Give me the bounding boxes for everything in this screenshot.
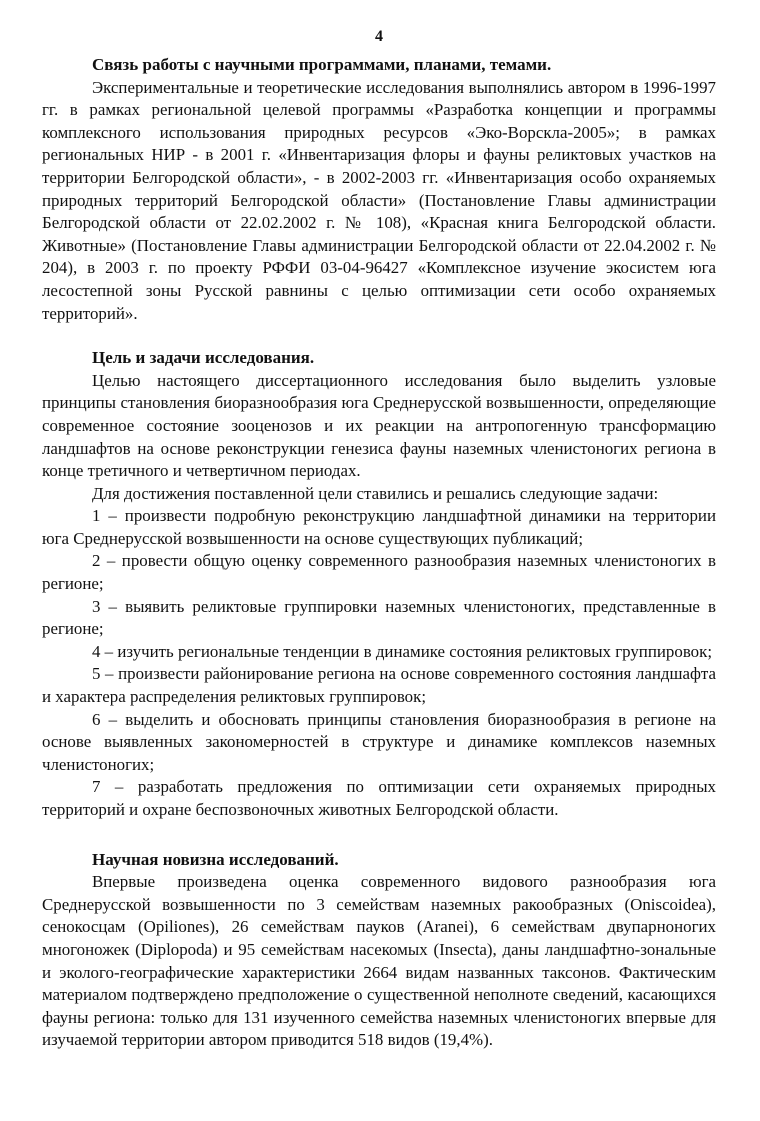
section-heading: Научная новизна исследований. (92, 849, 339, 869)
section-heading: Связь работы с научными программами, планами, темами. (92, 55, 552, 74)
page-number: 4 (375, 28, 383, 45)
task-item: 2 – провести общую оценку современного разнообразия наземных членистоногих в регионе; (42, 551, 716, 594)
task-item: 7 – разработать предложения по оптимизации сети охраняемых природных территорий и охране беспозвоночных животных Белгородской области. (42, 777, 716, 819)
task-item: 5 – произвести районирование региона на основе современного состояния ландшафта и характера распределения реликтовых группировок; (42, 664, 716, 707)
task-item: 3 – выявить реликтовые группировки наземных членистоногих, представленные в регионе; (42, 596, 716, 639)
section-novelty (42, 849, 716, 1052)
paragraph: Впервые произведена оценка современного видового разнообразия юга Среднерусской возвышенности по 3 семействам наземных ракообразных (Oniscoidea), сенокосцам (Opiliones), 26 семействам пауков (Aranei), 6 семействам двупарноногих многоножек (Diplopoda) и 95 семействам насекомых (Insecta), даны ландшафтно-зональные и эколого-географические характеристики 2664 видам названных таксонов. Фактическим материалом подтверждено предположение о существенной неполноте сведений, касающихся фауны региона: только для 131 изученного семейства наземных членистоногих впервые для изучаемой территории автором приводится 518 видов (19,4%). (42, 872, 716, 1050)
paragraph: Целью настоящего диссертационного исследования было выделить узловые принципы становления биоразнообразия юга Среднерусской возвышенности, определяющие современное состояние зооценозов и их реакции на антропогенную трансформацию ландшафтов на основе реконструкции генезиса фауны наземных членистоногих региона в конце третичного и четвертичном периодах. (42, 370, 716, 481)
task-item: 6 – выделить и обосновать принципы становления биоразнообразия в регионе на основе выявленных закономерностей в структуре и динамике комплексов наземных членистоногих; (42, 709, 716, 774)
section-heading: Цель и задачи исследования. (92, 348, 315, 368)
paragraph: Для достижения поставленной цели ставились и решались следующие задачи: (92, 483, 659, 503)
section-goals-tasks (42, 347, 716, 821)
paragraph: Экспериментальные и теоретические исследования выполнялись автором в 1996-1997 гг. в рамках региональной целевой программы «Разработка концепции и программы комплексного использования природных ресурсов «Эко-Ворскла-2005»; в рамках региональных НИР - в 2001 г. «Инвентаризация флоры и фауны реликтовых участков на территории Белгородской области», - в 2002-2003 гг. «Инвентаризация особо охраняемых природных территорий Белгородской области» (Постановление Главы администрации Белгородской области от 22.02.2002 г. № 108), «Красная книга Белгородской области. Животные» (Постановление Главы администрации Белгородской области от 22.04.2002 г. № 204), в 2003 г. по проекту РФФИ 03-04-96427 «Комплексное изучение экосистем юга лесостепной зоны Русской равнины с целью оптимизации сети особо охраняемых территорий». (42, 77, 716, 323)
task-item: 4 – изучить региональные тенденции в динамике состояния реликтовых группировок; (92, 641, 713, 661)
section-program-link (42, 54, 716, 325)
task-item: 1 – произвести подробную реконструкцию ландшафтной динамики на территории юга Среднерусской возвышенности на основе существующих публикаций; (42, 506, 716, 548)
